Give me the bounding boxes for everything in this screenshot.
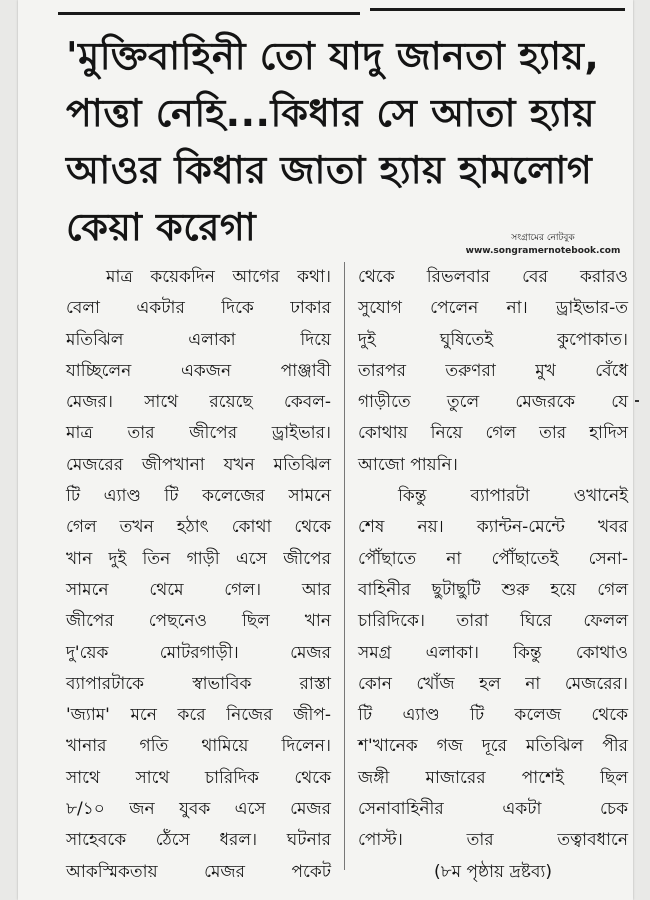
- article-line: ব্যাপারটাকে স্বাভাবিক রাস্তা: [66, 673, 331, 694]
- article-line: মাত্র কয়েকদিন আগের কথা।: [106, 267, 331, 287]
- headline-line-4: কেয়া করেগা: [66, 205, 257, 249]
- watermark-url: www.songramernotebook.com: [465, 246, 621, 256]
- article-line: খানার গতি থামিয়ে দিলেন।: [66, 736, 331, 757]
- article-line: 'জ্যাম' মনে করে নিজের জীপ-: [66, 705, 331, 726]
- headline-line-2: পাত্তা নেহি...কিধার সে আতা হ্যায়: [66, 91, 596, 135]
- watermark-site-name: সংগ্রামের নোটবুক: [511, 233, 575, 243]
- article-line: পৌঁছাতে না পৌঁছাতেই সেনা-: [358, 548, 628, 569]
- article-line: আকস্মিকতায় মেজর পকেট: [66, 861, 331, 882]
- newspaper-clipping: [18, 0, 633, 900]
- headline: [66, 28, 626, 256]
- article-line: সাহেবকে ঠেঁসে ধরল। ঘটনার: [66, 830, 331, 851]
- article-line: মেজরের জীপখানা যখন মতিঝিল: [66, 454, 331, 475]
- article-line: গেল তখন হঠাৎ কোথা থেকে: [66, 517, 331, 538]
- article-line: দু'য়েক মোটরগাড়ী। মেজর: [66, 642, 331, 663]
- article-line: জীপের পেছনেও ছিল খান: [66, 611, 331, 632]
- article-line: শেষ নয়। ক্যান্টন-মেন্টে খবর: [358, 517, 628, 538]
- article-line: সমগ্র এলাকা। কিন্তু কোথাও: [358, 642, 628, 663]
- article-line: কোন খোঁজ হল না মেজরের।: [358, 673, 628, 694]
- article-line: মাত্র তার জীপের ড্রাইভার।: [66, 423, 331, 444]
- article-line: দুই ঘুষিতেই কুপোকাত।: [358, 329, 628, 350]
- scan-mark: [635, 400, 639, 402]
- top-rule-left: [58, 12, 360, 15]
- article-line: পোস্ট। তার তত্বাবধানে: [358, 830, 628, 851]
- article-line: মেজর। সাথে রয়েছে কেবল-: [66, 392, 331, 413]
- article-line: কোথায় নিয়ে গেল তার হাদিস: [358, 423, 628, 444]
- article-line: টি এ্যাণ্ড টি কলেজ থেকে: [358, 705, 628, 726]
- article-line: ৮/১০ জন যুবক এসে মেজর: [66, 799, 331, 820]
- article-line: টি এ্যাণ্ড টি কলেজের সামনে: [66, 486, 331, 507]
- headline-line-3: আওর কিধার জাতা হ্যায় হামলোগ: [66, 148, 593, 192]
- article-paragraph-2: [358, 481, 628, 857]
- article-line: কিন্তু ব্যাপারটা ওখানেই: [398, 486, 628, 507]
- article-line: মতিঝিল এলাকা দিয়ে: [66, 329, 331, 350]
- article-line: থেকে রিভলবার বের করারও: [358, 267, 628, 287]
- article-line: যাচ্ছিলেন একজন পাঞ্জাবী: [66, 360, 331, 381]
- article-left-column: [66, 262, 331, 888]
- article-line: বেলা একটার দিকে ঢাকার: [66, 298, 331, 319]
- article-right-column: [358, 262, 628, 888]
- article-line: সেনাবাহিনীর একটা চেক: [358, 799, 628, 820]
- article-line: বাহিনীর ছুটাছুটি শুরু হয়ে গেল: [358, 579, 628, 600]
- article-paragraph-1-continued: [358, 262, 628, 481]
- headline-line-1: 'মুক্তিবাহিনী তো যাদু জানতা হ্যায়,: [66, 34, 600, 78]
- article-line: সামনে থেমে গেল। আর: [66, 579, 331, 600]
- article-line: খান দুই তিন গাড়ী এসে জীপের: [66, 548, 331, 569]
- article-line: তারপর তরুণরা মুখ বেঁধে: [358, 360, 628, 381]
- article-line: চারিদিকে। তারা ঘিরে ফেলল: [358, 611, 628, 632]
- article-line: জঙ্গী মাজারের পাশেই ছিল: [358, 767, 628, 788]
- article-line: গাড়ীতে তুলে মেজরকে যে: [358, 392, 628, 413]
- column-divider: [344, 262, 345, 870]
- top-rule-right: [370, 8, 625, 11]
- article-line: আজো পায়নি।: [358, 454, 458, 475]
- article-line: সাথে সাথে চারিদিক থেকে: [66, 767, 331, 788]
- watermark: [458, 232, 628, 258]
- article-paragraph-1: [66, 262, 331, 888]
- continuation-note: (৮ম পৃষ্ঠায় দ্রষ্টব্য): [434, 861, 552, 882]
- article-line: শ'খানেক গজ দূরে মতিঝিল পীর: [358, 736, 628, 757]
- article-line: সুযোগ পেলেন না। ড্রাইভার-ত: [358, 298, 628, 319]
